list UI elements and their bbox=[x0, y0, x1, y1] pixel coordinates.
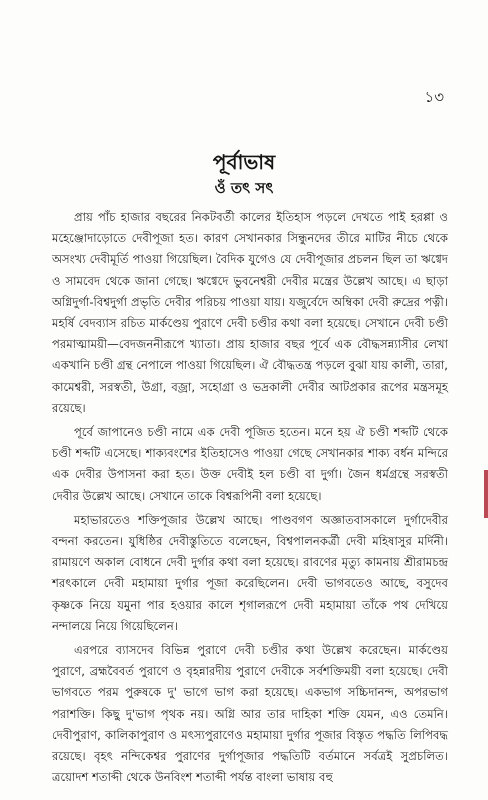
paragraph-2: পূর্বে জাপানেও চণ্ডী নামে এক দেবী পূজিত হতেন। মনে হয় ঐ চণ্ডী শব্দটি থেকে চণ্ডী শব্দটি এসেছে। শাক্যবংশের ইতিহাসেও পাওয়া গেছে সেখানকার শাক্য বর্ধন মন্দিরে এক দেবীর উপাসনা করা হত। উক্ত দেবীই হল চণ্ডী বা দুর্গা। জৈন ধর্মগ্রন্থে সরস্বতী দেবীর উল্লেখ আছে। সেখানে তাকে বিশ্বরূপিনী বলা হয়েছে। bbox=[52, 425, 448, 503]
chapter-subtitle: ওঁ তৎ সৎ bbox=[214, 179, 274, 197]
page-edge-mark bbox=[484, 470, 488, 518]
chapter-title: পূর্বাভাষ bbox=[212, 150, 276, 174]
paragraph-4: এরপরে ব্যাসদেব বিভিন্ন পুরাণে দেবী চণ্ডীর কথা উল্লেখ করেছেন। মার্কণ্ডেয় পুরাণে, ব্রহ্মবৈবর্ত পুরাণে ও বৃহন্নারদীয় পুরাণে দেবীকে সর্বশক্তিময়ী বলা হয়েছে। দেবী ভাগবতে পরম পুরুষকে দু' ভাগে ভাগ করা হয়েছে। একভাগ সচ্চিদানন্দ, অপরভাগ পরাশক্তি। কিছু দু'ভাগ পৃথক নয়। অগ্নি আর তার দাহিকা শক্তি যেমন, এও তেমনি। দেবীপুরাণ, কালিকাপুরাণ ও মৎস্যপুরাণেও মহামায়া দুর্গার পূজার বিস্তৃত পদ্ধতি লিপিবদ্ধ রয়েছে। বৃহৎ নন্দিকেশ্বর পুরাণের দুর্গাপূজার পদ্ধতিটি বর্তমানে সর্বত্রই সুপ্রচলিত। ত্রয়োদশ শতাব্দী থেকে উনবিংশ শতাব্দী পর্যন্ত বাংলা ভাষায় বহু bbox=[52, 643, 448, 785]
body-text bbox=[52, 207, 448, 788]
paragraph-1: প্রায় পাঁচ হাজার বছরের নিকটবর্তী কালের ইতিহাস পড়লে দেখতে পাই হরপ্পা ও মহেঞ্জোদাড়োতে দেবীপূজা হত। কারণ সেখানকার সিন্ধুনদের তীরে মাটির নীচে থেকে অসংখ্য দেবীমূর্তি পাওয়া গিয়েছিল। বৈদিক যুগেও যে দেবীপূজার প্রচলন ছিল তা ঋগ্বেদ ও সামবেদ থেকে জানা গেছে। ঋগ্বেদে ভুবনেশ্বরী দেবীর মন্ত্রের উল্লেখ আছে। এ ছাড়া অগ্নিদুর্গা-বিশ্বদুর্গা প্রভৃতি দেবীর পরিচয় পাওয়া যায়। যজুর্বেদে অম্বিকা দেবী রুদ্রের পত্নী। মহর্ষি বেদব্যাস রচিত মার্কণ্ডেয় পুরাণে দেবী চণ্ডীর কথা বলা হয়েছে। সেখানে দেবী চণ্ডী পরমাত্মাময়ী—বেদজননীরূপে খ্যাতা। প্রায় হাজার বছর পূর্বে এক বৌদ্ধসন্ন্যাসীর লেখা একখানি চণ্ডী গ্রন্থ নেপালে পাওয়া গিয়েছিল। ঐ বৌদ্ধতন্ত্র পড়লে বুঝা যায় কালী, তারা, কামেশ্বরী, সরস্বতী, উগ্রা, বজ্রা, সহোগ্রা ও ভদ্রকালী দেবীর আটপ্রকার রূপের মন্ত্রসমূহ রয়েছে। bbox=[52, 210, 448, 415]
paragraph-3: মহাভারতেও শক্তিপূজার উল্লেখ আছে। পাণ্ডবগণ অজ্ঞাতবাসকালে দুর্গাদেবীর বন্দনা করতেন। যুধিষ্ঠির দেবীস্তুতিতে বলেছেন, বিশ্বপালনকর্ত্রী দেবী মহিষাসুর মর্দিনী। রামায়ণে অকাল বোধনে দেবী দুর্গার কথা বলা হয়েছে। রাবণের মৃত্যু কামনায় শ্রীরামচন্দ্র শরৎকালে দেবী মহামায়া দুর্গার পূজা করেছিলেন। দেবী ভাগবতেও আছে, বসুদেব কৃষ্ণকে নিয়ে যমুনা পার হওয়ার কালে শৃগালরূপে দেবী মহামায়া তাঁকে পথ দেখিয়ে নন্দালয়ে নিয়ে গিয়েছিলেন। bbox=[52, 512, 448, 633]
page-number: ১৩ bbox=[424, 88, 444, 106]
